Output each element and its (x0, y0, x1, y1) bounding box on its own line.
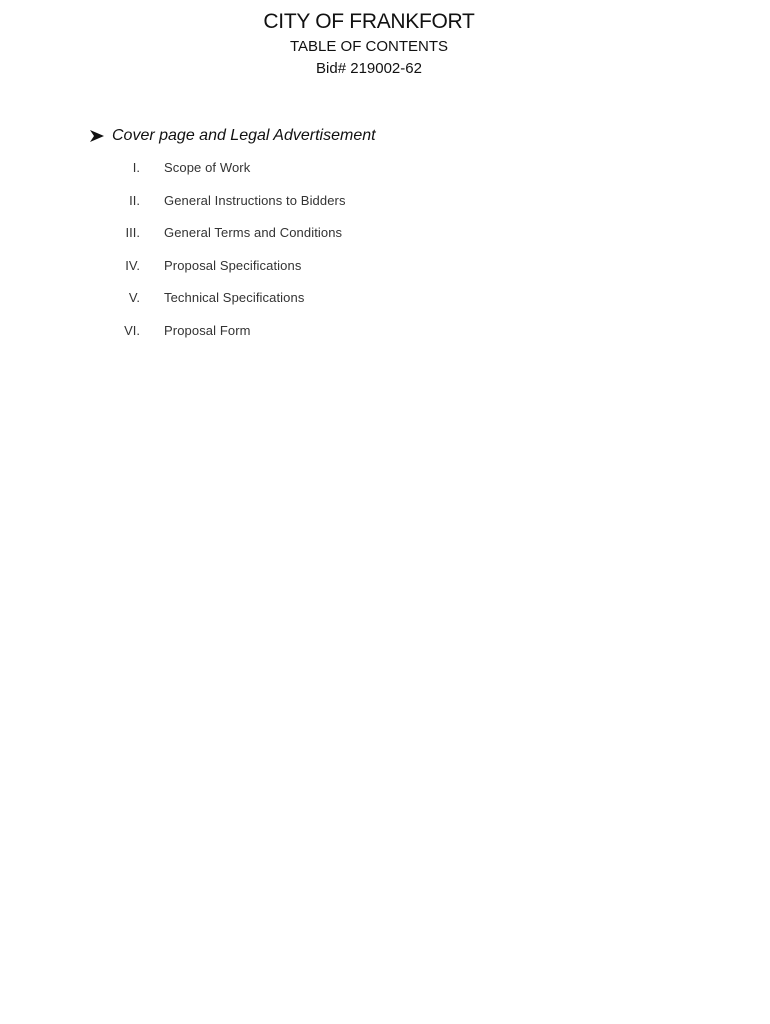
toc-item-text: Scope of Work (164, 160, 251, 175)
toc-item (100, 323, 500, 356)
toc-item-text: Proposal Form (164, 322, 251, 338)
toc-item-text: General Terms and Conditions (164, 225, 343, 240)
toc-item (100, 258, 500, 291)
toc-item (100, 290, 500, 323)
toc-item-number: I. (132, 160, 140, 175)
toc-item (100, 160, 500, 193)
section-heading (88, 127, 376, 145)
toc-item-text: Proposal Specifications (164, 257, 302, 273)
toc-item-number: VI. (124, 322, 140, 338)
toc-item-text: General Instructions to Bidders (164, 192, 346, 208)
toc-item-text: Technical Specifications (164, 290, 305, 305)
toc-item-number: V. (128, 290, 140, 305)
document-header (0, 8, 738, 80)
toc-item-number: III. (125, 225, 140, 240)
document-title: CITY OF FRANKFORT (263, 10, 475, 33)
table-of-contents (100, 160, 500, 355)
section-label: Cover page and Legal Advertisement (112, 127, 376, 144)
toc-item-number: IV. (125, 257, 140, 273)
toc-item-number: II. (129, 192, 140, 208)
toc-item (100, 225, 500, 258)
document-subtitle: TABLE OF CONTENTS (289, 38, 449, 55)
arrow-bullet-icon (88, 127, 106, 145)
bid-number: Bid# 219002-62 (316, 60, 422, 77)
toc-item (100, 193, 500, 226)
